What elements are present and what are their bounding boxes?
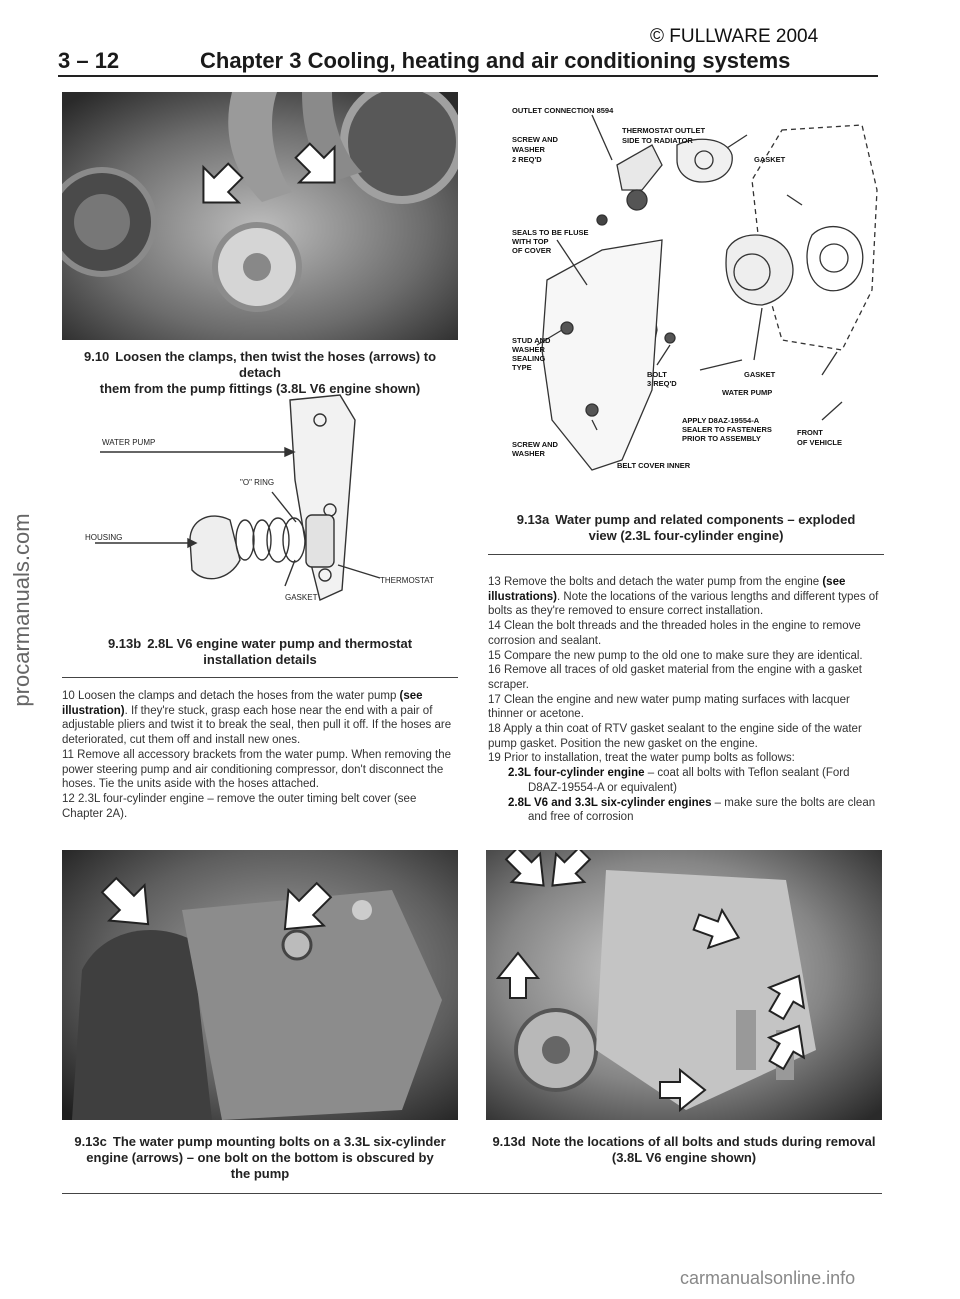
label-screw-and: SCREW AND <box>512 135 558 144</box>
footer-rule <box>62 1193 882 1194</box>
label-washer-3: WASHER <box>512 449 545 458</box>
paragraph-15: 15 Compare the new pump to the old one to make sure they are identical. <box>488 649 863 662</box>
label-thermostat: THERMOSTAT <box>380 576 434 585</box>
label-2-reqd: 2 REQ'D <box>512 155 542 164</box>
label-outlet-connection: OUTLET CONNECTION 8594 <box>512 106 614 115</box>
label-stud-and: STUD AND <box>512 336 551 345</box>
bottom-watermark: carmanualsonline.info <box>680 1268 856 1288</box>
label-apply-1: APPLY D8AZ-19554-A <box>682 416 760 425</box>
paragraph-19: 19 Prior to installation, treat the water pump bolts as follows: <box>488 752 795 765</box>
label-washer: WASHER <box>512 145 545 154</box>
label-gasket-top: GASKET <box>754 155 786 164</box>
list-item-2-8l: 2.8L V6 and 3.3L six-cylinder engines – make sure the bolts are clean and free of corrosion <box>508 796 876 824</box>
label-water-pump: WATER PUMP <box>102 438 156 447</box>
list-item-2-3l: 2.3L four-cylinder engine – coat all bolts with Teflon sealant (Ford D8AZ-19554-A or equivalent) <box>508 767 850 794</box>
caption-9-10: 9.10 Loosen the clamps, then twist the hoses (arrows) to detach them from the pump fittings (3.8L V6 engine shown) <box>83 349 437 396</box>
label-3-reqd: 3 REQ'D <box>647 379 677 388</box>
paragraph-18: 18 Apply a thin coat of RTV gasket sealant to the engine side of the water pump gasket. Position the new gasket on the engine. <box>488 723 862 750</box>
label-thermostat-outlet: THERMOSTAT OUTLET <box>622 126 706 135</box>
rule-right <box>488 554 884 555</box>
paragraph-10: 10 Loosen the clamps and detach the hoses from the water pump (see illustration). If they're stuck, grasp each hose near the end with a pair of adjustable pliers and twist it to break the seal, then pull it off. If the hoses are deteriorated, cut them off and install new ones. <box>62 690 452 747</box>
diagram-9-13b <box>80 390 460 620</box>
paragraph-12: 12 2.3L four-cylinder engine – remove the outer timing belt cover (see Chapter 2A). <box>62 792 417 820</box>
diagram-9-13a <box>482 90 882 490</box>
right-column-text <box>488 575 884 825</box>
label-with-top: WITH TOP <box>512 237 549 246</box>
label-front: FRONT <box>797 428 823 437</box>
label-gasket-mid: GASKET <box>744 370 776 379</box>
paragraph-13: 13 Remove the bolts and detach the water pump from the engine (see illustrations). Note the locations of the various lengths and different types of bolts as they're removed to ensure correct installation. <box>488 576 879 618</box>
label-of-cover: OF COVER <box>512 246 552 255</box>
copyright-notice: © FULLWARE 2004 <box>650 26 819 47</box>
side-watermark: procarmanuals.com <box>9 513 34 707</box>
rule-left <box>62 677 458 678</box>
label-o-ring: "O" RING <box>240 478 275 487</box>
page-number: 3 – 12 <box>58 48 120 73</box>
caption-9-13d: 9.13d Note the locations of all bolts and studs during removal (3.8L V6 engine shown) <box>492 1134 876 1165</box>
paragraph-16: 16 Remove all traces of old gasket material from the engine with a gasket scraper. <box>488 664 862 691</box>
paragraph-14: 14 Clean the bolt threads and the threaded holes in the engine to remove corrosion and sealant. <box>488 620 861 647</box>
label-water-pump: WATER PUMP <box>722 388 773 397</box>
label-washer-2: WASHER <box>512 345 545 354</box>
caption-9-13b: 9.13b 2.8L V6 engine water pump and thermostat installation details <box>107 636 413 667</box>
label-housing: HOUSING <box>85 533 123 542</box>
label-screw-and-2: SCREW AND <box>512 440 558 449</box>
label-side-to-radiator: SIDE TO RADIATOR <box>622 136 693 145</box>
photo-9-13d <box>486 850 882 1120</box>
label-gasket: GASKET <box>285 593 318 602</box>
label-type: TYPE <box>512 363 532 372</box>
label-sealing: SEALING <box>512 354 546 363</box>
paragraph-17: 17 Clean the engine and new water pump mating surfaces with lacquer thinner or acetone. <box>488 693 850 721</box>
label-apply-3: PRIOR TO ASSEMBLY <box>682 434 761 443</box>
label-of-vehicle: OF VEHICLE <box>797 438 843 447</box>
label-belt-cover-inner: BELT COVER INNER <box>617 461 691 470</box>
left-column-text <box>62 689 458 821</box>
label-seals-to-be-fluse: SEALS TO BE FLUSE <box>512 228 589 237</box>
header-rule <box>58 75 878 77</box>
label-apply-2: SEALER TO FASTENERS <box>682 425 772 434</box>
caption-9-13a: 9.13a Water pump and related components – exploded view (2.3L four-cylinder engine) <box>516 512 856 543</box>
label-bolt: BOLT <box>647 370 667 379</box>
chapter-title: Chapter 3 Cooling, heating and air conditioning systems <box>200 48 791 73</box>
photo-9-13c <box>62 850 458 1120</box>
caption-9-13c: 9.13c The water pump mounting bolts on a 3.3L six-cylinder engine (arrows) – one bolt on the bottom is obscured by the pump <box>74 1134 446 1181</box>
photo-9-10 <box>62 92 458 340</box>
paragraph-11: 11 Remove all accessory brackets from the water pump. When removing the power steering pump and air conditioning compressor, don't disconnect the hoses. Tie the units aside with the hoses attached. <box>62 748 452 791</box>
